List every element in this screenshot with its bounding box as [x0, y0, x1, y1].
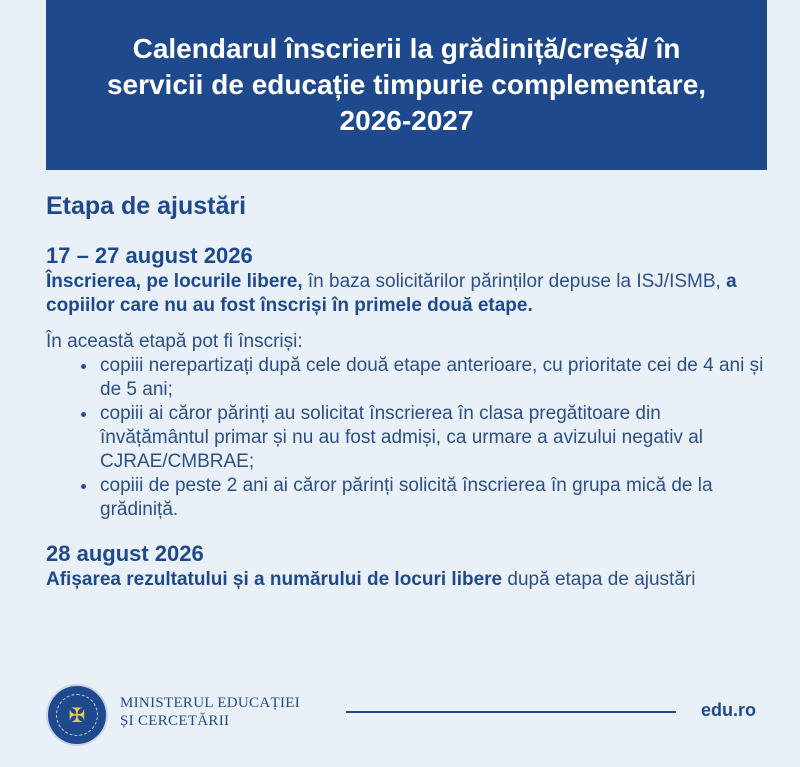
list-item: • copiii de peste 2 ani ai căror părinți solicită înscrierea în grupa mică de la grădiniță. — [98, 474, 766, 522]
period2-rest: după etapa de ajustări — [502, 569, 696, 590]
eligibility-list — [46, 354, 766, 522]
period1-intro-bold2: a copiilor care nu au fost înscriși în primele două etape. — [46, 271, 737, 316]
stage-title: Etapa de ajustări — [46, 192, 247, 220]
period2-date: 28 august 2026 — [46, 541, 204, 566]
main-content — [46, 190, 766, 592]
period1-date: 17 – 27 august 2026 — [46, 243, 253, 268]
ministry-line1: MINISTERUL EDUCAȚIEI — [120, 695, 301, 711]
list-item: • copiii ai căror părinți au solicitat înscrierea în clasa pregătitoare din învățământul primar și nu au fost admiși, ca urmare a avizului negativ al CJRAE/CMBRAE; — [98, 402, 766, 474]
header-banner — [46, 0, 767, 170]
footer-divider — [346, 711, 676, 713]
website-link[interactable]: edu.ro — [701, 700, 757, 720]
period1-intro — [46, 270, 766, 318]
ministry-name — [120, 694, 300, 730]
period1-lead: În această etapă pot fi înscriși: — [46, 331, 303, 352]
ministry-line2: ȘI CERCETĂRII — [120, 713, 230, 729]
government-seal-icon — [46, 684, 108, 746]
period2-text — [46, 568, 766, 592]
list-item: • copiii nerepartizați după cele două etape anterioare, cu prioritate cei de 4 ani și de 5 ani; — [98, 354, 766, 402]
period1-intro-text: în baza solicitărilor părinților depuse la ISJ/ISMB, — [302, 271, 727, 292]
eagle-icon: ✠ — [56, 694, 98, 736]
period2-bold: Afișarea rezultatului și a numărului de locuri libere — [46, 569, 503, 590]
period1-intro-bold1: Înscrierea, pe locurile libere, — [46, 271, 303, 292]
footer — [46, 684, 766, 744]
page-title: Calendarul înscrierii la grădiniță/creșă/ în servicii de educație timpurie complementare, 2026-2027 — [106, 33, 707, 136]
